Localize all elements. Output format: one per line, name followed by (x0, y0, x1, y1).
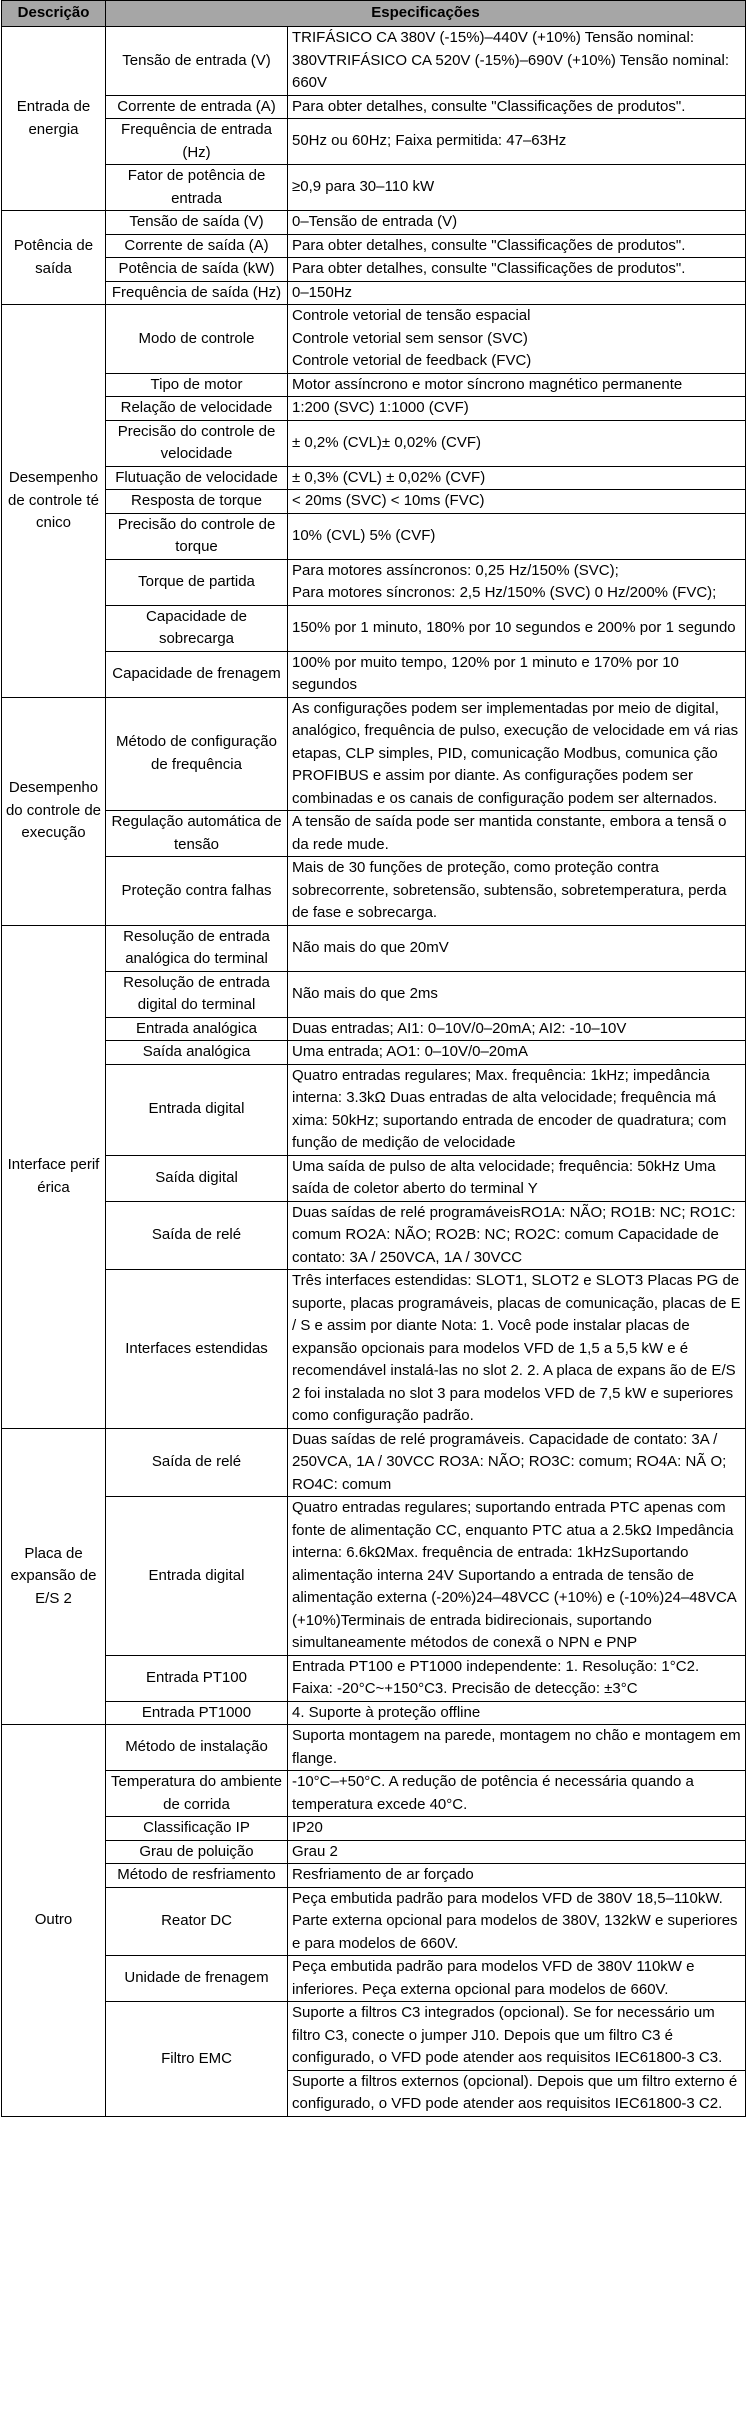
specification-cell: -10°C–+50°C. A redução de potência é necessária quando a temperatura excede 40°C. (288, 1771, 746, 1817)
spec-table (1, 0, 746, 2117)
specification-cell: Duas saídas de relé programáveisRO1A: NÃO; RO1B: NC; RO1C: comum RO2A: NÃO; RO2B: NC; RO2C: comum Capacidade de contato: 3A / 250VCA, 1A / 30VCC (288, 1201, 746, 1270)
specification-cell: Uma saída de pulso de alta velocidade; frequência: 50kHz Uma saída de coletor aberto do terminal Y (288, 1155, 746, 1201)
table-row (2, 1655, 746, 1701)
table-row (2, 1497, 746, 1656)
parameter-name-cell: Saída de relé (106, 1428, 288, 1497)
table-row (2, 1725, 746, 1771)
specification-cell: As configurações podem ser implementadas por meio de digital, analógico, frequência de pulso, execução de velocidade em vá rias etapas, CLP simples, PID, comunicação Modbus, comunica ção PROFIBUS e assim por diante. As configurações podem ser combinadas e os canais de configuração podem ser alternados. (288, 697, 746, 811)
table-row (2, 1864, 746, 1888)
specification-cell: Não mais do que 2ms (288, 971, 746, 1017)
table-row (2, 397, 746, 421)
table-row (2, 1956, 746, 2002)
table-row (2, 95, 746, 119)
parameter-name-cell: Corrente de saída (A) (106, 234, 288, 258)
category-cell: Interface perif érica (2, 925, 106, 1428)
table-row (2, 1155, 746, 1201)
parameter-name-cell: Torque de partida (106, 559, 288, 605)
parameter-name-cell: Tipo de motor (106, 373, 288, 397)
parameter-name-cell: Entrada digital (106, 1064, 288, 1155)
parameter-name-cell: Entrada digital (106, 1497, 288, 1656)
parameter-name-cell: Método de resfriamento (106, 1864, 288, 1888)
parameter-name-cell: Potência de saída (kW) (106, 258, 288, 282)
parameter-name-cell: Saída de relé (106, 1201, 288, 1270)
table-row (2, 1201, 746, 1270)
table-row (2, 373, 746, 397)
specification-cell: ± 0,2% (CVL)± 0,02% (CVF) (288, 420, 746, 466)
table-row (2, 1701, 746, 1725)
col-description-header: Descrição (2, 1, 106, 27)
specification-cell: Suporte a filtros externos (opcional). Depois que um filtro externo é configurado, o VFD pode atender aos requisitos IEC61800-3 C2. (288, 2070, 746, 2116)
table-row (2, 605, 746, 651)
specification-cell: Três interfaces estendidas: SLOT1, SLOT2 e SLOT3 Placas PG de suporte, placas programáveis, placas de comunicação, placas de E / S e assim por diante Nota: 1. Você pode instalar placas de expansão opcionais para modelos VFD de 1,5 a 5,5 kW e é recomendável instalá-las no slot 2. 2. A placa de expans ão de E/S 2 foi instalada no slot 3 para modelos VFD de 7,5 kW e superiores como configuração padrão. (288, 1270, 746, 1429)
specification-cell: Duas saídas de relé programáveis. Capacidade de contato: 3A / 250VCA, 1A / 30VCC RO3A: NÃO; RO3C: comum; RO4A: NÃ O; RO4C: comum (288, 1428, 746, 1497)
table-row (2, 1771, 746, 1817)
specification-cell: ≥0,9 para 30–110 kW (288, 165, 746, 211)
parameter-name-cell: Classificação IP (106, 1817, 288, 1841)
parameter-name-cell: Frequência de entrada (Hz) (106, 119, 288, 165)
category-cell: Desempenho do controle de execução (2, 697, 106, 925)
specification-cell: Duas entradas; AI1: 0–10V/0–20mA; AI2: -10–10V (288, 1017, 746, 1041)
specification-cell: 150% por 1 minuto, 180% por 10 segundos e 200% por 1 segundo (288, 605, 746, 651)
table-row (2, 971, 746, 1017)
parameter-name-cell: Proteção contra falhas (106, 857, 288, 926)
spec-line: Para motores assíncronos: 0,25 Hz/150% (SVC); (292, 561, 619, 579)
spec-line: Controle vetorial de feedback (FVC) (292, 352, 532, 369)
col-specifications-header: Especificações (106, 1, 746, 27)
table-row (2, 1017, 746, 1041)
specification-cell: 100% por muito tempo, 120% por 1 minuto e 170% por 10 segundos (288, 651, 746, 697)
table-row (2, 1428, 746, 1497)
specification-cell: 50Hz ou 60Hz; Faixa permitida: 47–63Hz (288, 119, 746, 165)
spec-line: Controle vetorial sem sensor (SVC) (292, 329, 528, 347)
parameter-name-cell: Saída analógica (106, 1041, 288, 1065)
specification-cell: A tensão de saída pode ser mantida constante, embora a tensã o da rede mude. (288, 811, 746, 857)
table-row (2, 857, 746, 926)
specification-cell: Peça embutida padrão para modelos VFD de 380V 18,5–110kW. Parte externa opcional para modelos de 380V, 132kW e superiores e para modelos de 660V. (288, 1887, 746, 1956)
parameter-name-cell: Unidade de frenagem (106, 1956, 288, 2002)
specification-cell: 4. Suporte à proteção offline (288, 1701, 746, 1725)
table-row (2, 925, 746, 971)
table-row (2, 119, 746, 165)
parameter-name-cell: Saída digital (106, 1155, 288, 1201)
specification-cell: Uma entrada; AO1: 0–10V/0–20mA (288, 1041, 746, 1065)
table-row (2, 651, 746, 697)
parameter-name-cell: Método de instalação (106, 1725, 288, 1771)
parameter-name-cell: Resposta de torque (106, 490, 288, 514)
specification-cell: Não mais do que 20mV (288, 925, 746, 971)
parameter-name-cell: Fator de potência de entrada (106, 165, 288, 211)
table-row (2, 466, 746, 490)
specification-cell (288, 559, 746, 605)
parameter-name-cell: Interfaces estendidas (106, 1270, 288, 1429)
parameter-name-cell: Entrada PT100 (106, 1655, 288, 1701)
specification-cell: Quatro entradas regulares; suportando entrada PTC apenas com fonte de alimentação CC, enquanto PTC atua a 2.5kΩ Impedância interna: 6.6kΩMax. frequência de entrada: 1kHzSuportando alimentação interna 24V Suportando a entrada de tensão de alimentação externa (-20%)24–48VCC (+10%) e (-10%)24–48VCA (+10%)Terminais de entrada bidirecionais, suportando simultaneamente métodos de conexã o NPN e PNP (288, 1497, 746, 1656)
table-row (2, 513, 746, 559)
specification-cell: TRIFÁSICO CA 380V (-15%)–440V (+10%) Tensão nominal: 380VTRIFÁSICO CA 520V (-15%)–690V (+10%) Tensão nominal: 660V (288, 27, 746, 96)
parameter-name-cell: Frequência de saída (Hz) (106, 281, 288, 305)
parameter-name-cell: Regulação automática de tensão (106, 811, 288, 857)
category-cell: Outro (2, 1725, 106, 2117)
parameter-name-cell: Grau de poluição (106, 1840, 288, 1864)
category-cell: Placa de expansão de E/S 2 (2, 1428, 106, 1725)
spec-line: Controle vetorial de tensão espacial (292, 307, 531, 324)
table-row (2, 1270, 746, 1429)
specification-cell: 0–Tensão de entrada (V) (288, 211, 746, 235)
header-row (2, 1, 746, 27)
parameter-name-cell: Precisão do controle de velocidade (106, 420, 288, 466)
table-row (2, 1817, 746, 1841)
specification-cell: Para obter detalhes, consulte "Classificações de produtos". (288, 234, 746, 258)
parameter-name-cell: Precisão do controle de torque (106, 513, 288, 559)
table-row (2, 697, 746, 811)
table-row (2, 420, 746, 466)
parameter-name-cell: Capacidade de frenagem (106, 651, 288, 697)
parameter-name-cell: Entrada PT1000 (106, 1701, 288, 1725)
specification-cell: 1:200 (SVC) 1:1000 (CVF) (288, 397, 746, 421)
parameter-name-cell: Relação de velocidade (106, 397, 288, 421)
parameter-name-cell: Modo de controle (106, 305, 288, 374)
category-cell: Potência de saída (2, 211, 106, 305)
parameter-name-cell: Método de configuração de frequência (106, 697, 288, 811)
parameter-name-cell: Capacidade de sobrecarga (106, 605, 288, 651)
specification-cell: IP20 (288, 1817, 746, 1841)
table-row (2, 1840, 746, 1864)
specification-cell: Suporte a filtros C3 integrados (opcional). Se for necessário um filtro C3, conecte o jumper J10. Depois que um filtro C3 é configurado, o VFD pode atender aos requisitos IEC61800-3 C3. (288, 2002, 746, 2071)
parameter-name-cell: Reator DC (106, 1887, 288, 1956)
category-cell: Desempenho de controle té cnico (2, 305, 106, 698)
specification-cell: Para obter detalhes, consulte "Classificações de produtos". (288, 95, 746, 119)
table-row (2, 234, 746, 258)
specification-cell: Mais de 30 funções de proteção, como proteção contra sobrecorrente, sobretensão, subtensão, sobretemperatura, perda de fase e sobrecarga. (288, 857, 746, 926)
table-row (2, 811, 746, 857)
specification-cell: Para obter detalhes, consulte "Classificações de produtos". (288, 258, 746, 282)
table-row (2, 305, 746, 374)
table-row (2, 1887, 746, 1956)
table-row (2, 1041, 746, 1065)
specification-cell: ± 0,3% (CVL) ± 0,02% (CVF) (288, 466, 746, 490)
parameter-name-cell: Tensão de saída (V) (106, 211, 288, 235)
parameter-name-cell: Resolução de entrada digital do terminal (106, 971, 288, 1017)
specification-cell: Motor assíncrono e motor síncrono magnético permanente (288, 373, 746, 397)
category-cell: Entrada de energia (2, 27, 106, 211)
spec-line: Para motores síncronos: 2,5 Hz/150% (SVC) 0 Hz/200% (FVC); (292, 584, 717, 601)
specification-cell: Peça embutida padrão para modelos VFD de 380V 110kW e inferiores. Peça externa opcional para modelos de 660V. (288, 1956, 746, 2002)
specification-cell: 10% (CVL) 5% (CVF) (288, 513, 746, 559)
table-row (2, 27, 746, 96)
parameter-name-cell: Resolução de entrada analógica do terminal (106, 925, 288, 971)
table-row (2, 559, 746, 605)
specification-cell (288, 305, 746, 374)
specification-cell: 0–150Hz (288, 281, 746, 305)
table-row (2, 2002, 746, 2071)
specification-cell: Quatro entradas regulares; Max. frequência: 1kHz; impedância interna: 3.3kΩ Duas entradas de alta velocidade; frequência má xima: 50kHz; suportando entrada de encoder de quadratura; com função de medição de velocidade (288, 1064, 746, 1155)
table-row (2, 165, 746, 211)
parameter-name-cell: Tensão de entrada (V) (106, 27, 288, 96)
parameter-name-cell: Temperatura do ambiente de corrida (106, 1771, 288, 1817)
table-row (2, 1064, 746, 1155)
parameter-name-cell: Flutuação de velocidade (106, 466, 288, 490)
table-body (2, 27, 746, 2117)
table-row (2, 281, 746, 305)
specification-cell: Grau 2 (288, 1840, 746, 1864)
specification-cell: < 20ms (SVC) < 10ms (FVC) (288, 490, 746, 514)
specification-cell: Resfriamento de ar forçado (288, 1864, 746, 1888)
parameter-name-cell: Filtro EMC (106, 2002, 288, 2117)
parameter-name-cell: Entrada analógica (106, 1017, 288, 1041)
table-row (2, 258, 746, 282)
specification-cell: Entrada PT100 e PT1000 independente: 1. Resolução: 1°C2. Faixa: -20°C~+150°C3. Precisão de detecção: ±3°C (288, 1655, 746, 1701)
parameter-name-cell: Corrente de entrada (A) (106, 95, 288, 119)
table-row (2, 211, 746, 235)
table-row (2, 490, 746, 514)
specification-cell: Suporta montagem na parede, montagem no chão e montagem em flange. (288, 1725, 746, 1771)
